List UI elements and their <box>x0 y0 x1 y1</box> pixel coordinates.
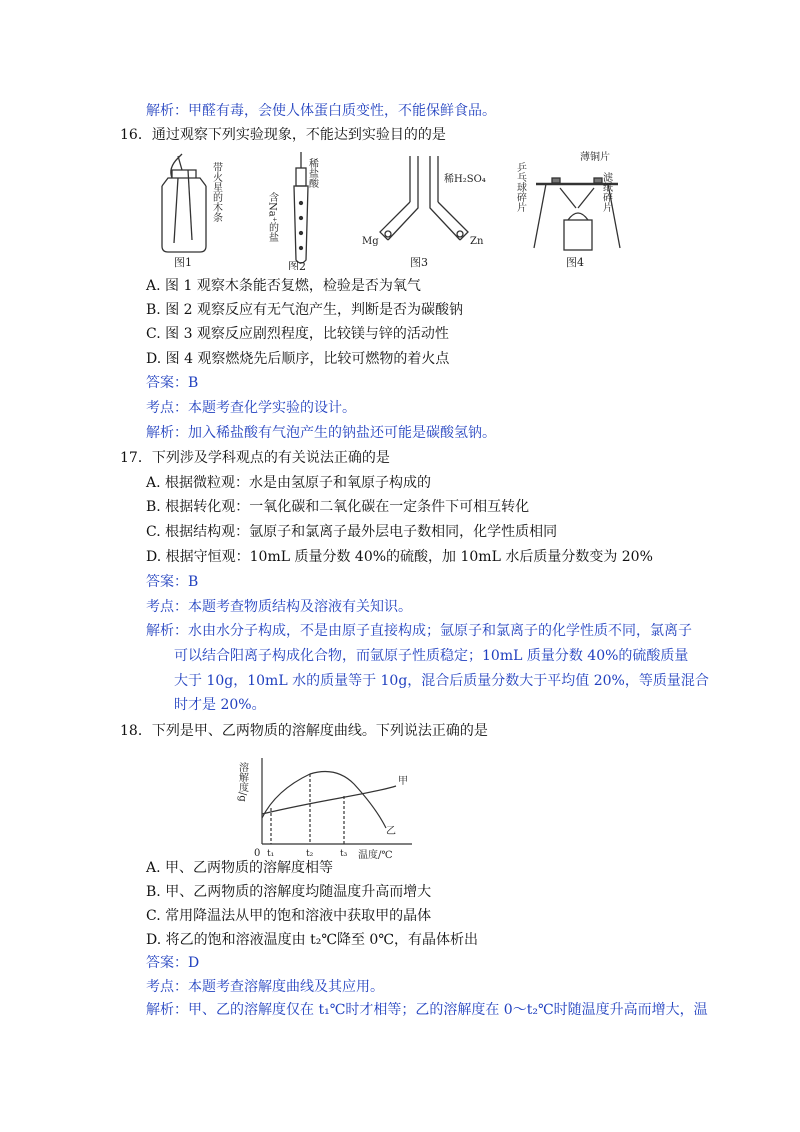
q17-option-b: B. 根据转化观：一氧化碳和二氧化碳在一定条件下可相互转化 <box>146 499 530 515</box>
fig4-pingpong: 乒乓球碎片 <box>514 162 526 212</box>
chart-series-yi: 乙 <box>386 826 396 837</box>
q17-analysis-3: 大于 10g，10mL 水的质量等于 10g，混合后质量分数大于平均值 20%，等质量混合 <box>174 673 709 689</box>
fig2-salt: 含Na⁺的盐 <box>266 192 278 242</box>
q18-answer: 答案：D <box>146 955 200 971</box>
q17-analysis-2: 可以结合阳离子构成化合物，而氩原子性质稳定；10mL 质量分数 40%的硫酸质量 <box>174 648 689 664</box>
q17-option-a: A. 根据微粒观：水是由氢原子和氧原子构成的 <box>146 475 432 491</box>
q16-analysis: 解析：加入稀盐酸有气泡产生的钠盐还可能是碳酸氢钠。 <box>146 425 496 441</box>
q18-option-d: D. 将乙的饱和溶液温度由 t₂℃降至 0℃，有晶体析出 <box>146 932 478 948</box>
q15-analysis: 解析：甲醛有毒，会使人体蛋白质变性，不能保鲜食品。 <box>146 103 496 119</box>
q18-stem: 18．下列是甲、乙两物质的溶解度曲线。下列说法正确的是 <box>120 723 488 739</box>
q16-topic: 考点：本题考查化学实验的设计。 <box>146 400 356 416</box>
fig4-copper: 薄铜片 <box>580 152 610 163</box>
q17-topic: 考点：本题考查物质结构及溶液有关知识。 <box>146 599 412 615</box>
q18-option-a: A. 甲、乙两物质的溶解度相等 <box>146 860 334 876</box>
fig4-label: 图4 <box>566 256 584 269</box>
fig1-note: 带火星的木条 <box>210 162 222 222</box>
q18-analysis: 解析：甲、乙的溶解度仅在 t₁℃时才相等；乙的溶解度在 0～t₂℃时随温度升高而增大，温 <box>146 1002 708 1018</box>
fig1-label: 图1 <box>174 256 192 269</box>
fig3-mg: Mg <box>362 236 379 247</box>
chart-series-jia: 甲 <box>398 776 408 787</box>
q16-figure <box>148 148 628 270</box>
q18-topic: 考点：本题考查溶解度曲线及其应用。 <box>146 979 384 995</box>
q16-option-d: D. 图 4 观察燃烧先后顺序，比较可燃物的着火点 <box>146 351 450 367</box>
q17-option-d: D. 根据守恒观：10mL 质量分数 40%的硫酸，加 10mL 水后质量分数变为 20% <box>146 549 653 565</box>
fig3-label: 图3 <box>410 256 428 269</box>
q17-analysis-4: 时才是 20%。 <box>174 697 266 713</box>
q16-option-b: B. 图 2 观察反应有无气泡产生，判断是否为碳酸钠 <box>146 302 463 318</box>
chart-origin: 0 <box>254 848 261 859</box>
q18-option-c: C. 常用降温法从甲的饱和溶液中获取甲的晶体 <box>146 908 432 924</box>
chart-t2: t₂ <box>306 849 314 859</box>
curve-jia <box>262 786 396 814</box>
q18-solubility-chart <box>236 752 426 862</box>
fig2-acid: 稀盐酸 <box>306 158 318 188</box>
chart-ylabel: 溶解度/g <box>236 762 248 802</box>
fig4-paper: 滤纸碎片 <box>600 172 612 212</box>
q16-option-c: C. 图 3 观察反应剧烈程度，比较镁与锌的活动性 <box>146 326 449 342</box>
q16-option-a: A. 图 1 观察木条能否复燃，检验是否为氧气 <box>146 278 421 294</box>
curve-yi <box>262 772 386 828</box>
q17-option-c: C. 根据结构观：氩原子和氯离子最外层电子数相同，化学性质相同 <box>146 524 558 540</box>
q18-option-b: B. 甲、乙两物质的溶解度均随温度升高而增大 <box>146 884 432 900</box>
fig3-zn: Zn <box>470 236 484 247</box>
q16-answer: 答案：B <box>146 375 199 391</box>
chart-t1: t₁ <box>267 849 275 859</box>
q16-stem: 16．通过观察下列实验现象，不能达到实验目的的是 <box>120 127 446 143</box>
q17-analysis-1: 解析：水由水分子构成，不是由原子直接构成；氩原子和氯离子的化学性质不同，氯离子 <box>146 623 692 639</box>
fig3-acid: 稀H₂SO₄ <box>444 174 486 185</box>
fig2-label: 图2 <box>288 260 306 270</box>
chart-t3: t₃ <box>340 849 348 859</box>
chart-xlabel: 温度/℃ <box>358 850 393 861</box>
q17-stem: 17．下列涉及学科观点的有关说法正确的是 <box>120 450 390 466</box>
fig1-bottle <box>162 186 206 252</box>
q17-answer: 答案：B <box>146 574 199 590</box>
